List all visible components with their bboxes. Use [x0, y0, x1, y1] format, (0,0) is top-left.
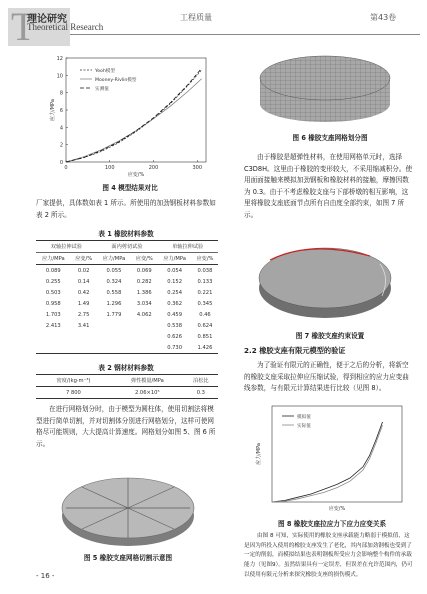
table1-cell: 0.624: [197, 322, 213, 329]
table1-cell: 0.089: [45, 267, 61, 274]
table1-group: 面内剪切试验: [97, 241, 158, 253]
x-axis-label: 应变/%: [127, 172, 145, 178]
table1-header: 应力/MPa: [163, 256, 186, 262]
table1-cell: 0.345: [197, 300, 213, 307]
table2-row: [36, 387, 218, 399]
table1-cell: 1.426: [197, 344, 213, 351]
right-paragraph-2: 为了验证有限元的正确性，便于之后的分析，将新空的橡胶支座采取拉伸应压缩试验，得到相应的应力应变曲线参数，与有限元计算结果进行比较（见图 8）。: [244, 361, 409, 392]
table1-cell: 0.46: [199, 311, 211, 318]
table2-header: 密度/(kg·m⁻³): [56, 378, 91, 384]
legend-label: 模拟值: [297, 415, 311, 420]
fig5-caption: 图 5 橡胶支座网格切割示意图: [83, 554, 173, 562]
y-tick-label: 10: [56, 73, 63, 80]
header-rule: [70, 34, 420, 35]
y-tick-label: 8: [59, 90, 63, 97]
legend-label: Mooney-Rivlin模型: [95, 78, 137, 83]
table1-cell: [71, 331, 97, 342]
table1-cell: 0.133: [197, 278, 213, 285]
table1-cell: 0.459: [167, 311, 183, 318]
header-journal: 工程质量: [180, 13, 212, 22]
table1-cell: [97, 342, 132, 354]
fig8-chart: [250, 400, 410, 518]
table1-cell: 0.069: [136, 267, 152, 274]
fig7-image: [250, 238, 400, 326]
table1-cell: 0.255: [45, 278, 61, 285]
y-axis-label: 应力/MPa: [50, 99, 56, 121]
fig4-caption: 图 4 模型结果对比: [102, 184, 158, 192]
table1-cell: 3.41: [77, 322, 90, 329]
table1-row: [36, 265, 218, 277]
table1-row: [36, 309, 218, 320]
table1-cell: 0.221: [197, 289, 213, 296]
table1-header: 应力/MPa: [102, 256, 126, 262]
table1: [36, 240, 218, 354]
series-line-1: [272, 422, 383, 502]
table2-header: 泊松比: [193, 378, 209, 384]
table1-cell: 0.054: [167, 267, 183, 274]
table1-cell: 1.779: [106, 311, 122, 318]
table1-cell: 0.730: [167, 344, 183, 351]
table1-cell: 0.626: [167, 333, 183, 340]
table1-cell: 0.324: [106, 278, 122, 285]
table1-cell: 0.538: [167, 322, 183, 329]
table1-cell: 0.851: [197, 333, 213, 340]
series-line-2: [66, 79, 202, 162]
fig7-caption: 图 7 橡胶支座约束设置: [295, 332, 365, 340]
table1-cell: [71, 342, 97, 354]
y-tick-label: 0: [59, 160, 63, 166]
legend-label: Yeoh模型: [95, 69, 115, 74]
table1-cell: 3.034: [136, 300, 152, 307]
table2: [36, 374, 218, 399]
table1-header: 应力/MPa: [41, 256, 65, 262]
table2-title: 表 2 钢材材料参数: [98, 364, 154, 372]
table1-row: [36, 342, 218, 354]
table1-row: [36, 276, 218, 287]
table1-cell: 4.062: [136, 311, 152, 318]
table1-cell: 1.386: [136, 289, 152, 296]
table1-cell: 2.75: [77, 311, 90, 318]
table1-title: 表 1 橡胶材料参数: [98, 230, 154, 238]
table1-cell: [131, 342, 157, 354]
table1-cell: 0.02: [77, 267, 90, 274]
table1-row: [36, 298, 218, 309]
fig7-disc-top: [259, 248, 391, 308]
y-axis-label: 应力/MPa: [256, 443, 262, 465]
table2-cell: 0.3: [196, 389, 205, 396]
table1-cell: 0.038: [197, 267, 213, 274]
table1-cell: 1.49: [77, 300, 90, 307]
table1-header: 应变/%: [196, 256, 214, 262]
fig6-caption: 图 6 橡胶支座网格划分图: [292, 134, 368, 142]
section-heading: 2.2 橡胶支座有限元模型的验证: [244, 346, 346, 355]
left-paragraph-2: 在进行网格划分时，由于模型为圆柱体，使用切割法将模型进行简单切割，并对切割体分别进行网格划分，这样可使网格尽可能规则，大大提高计算速度。网格划分如图 5、图 6 所示。: [36, 405, 216, 448]
table1-cell: 0.362: [167, 300, 183, 307]
table1-row: [36, 287, 218, 298]
table1-cell: 0.503: [45, 289, 61, 296]
table1-cell: 0.14: [77, 278, 90, 285]
table1-cell: 0.958: [45, 300, 61, 307]
x-tick-label: 300: [192, 165, 203, 171]
table1-cell: [36, 331, 71, 342]
table1-cell: 0.254: [167, 289, 183, 296]
table1-group: 单轴拉伸试验: [157, 241, 218, 253]
x-tick-label: 0: [64, 165, 68, 171]
header-logo-letter: T: [11, 4, 36, 49]
y-tick-label: 12: [56, 56, 63, 62]
legend-label: 实际值: [297, 424, 311, 429]
table1-row: [36, 331, 218, 342]
table1-row: [36, 320, 218, 331]
table1-cell: [97, 320, 132, 331]
table1-cell: 0.558: [106, 289, 122, 296]
table1-header: 应变/%: [75, 256, 93, 262]
left-paragraph-1: 厂家提供，具体数如表 1 所示。所使用的加劲钢板材料参数如表 2 所示。: [36, 199, 216, 219]
table1-cell: 1.296: [106, 300, 122, 307]
table1-cell: [97, 331, 132, 342]
plot-frame: [66, 58, 206, 162]
table1-cell: 0.055: [106, 267, 122, 274]
table1-cell: 0.282: [136, 278, 152, 285]
table1-group: 双轴拉伸试验: [36, 241, 97, 253]
table2-cell: 7 800: [66, 389, 81, 396]
y-tick-label: 4: [59, 125, 63, 132]
fig4-chart: [40, 52, 215, 182]
fig6-image: [250, 44, 400, 128]
table2-header: 弹性模量/MPa: [130, 378, 164, 384]
table1-cell: 1.703: [45, 311, 61, 318]
y-tick-label: 6: [59, 108, 63, 114]
fig5-image: [58, 470, 198, 550]
y-tick-label: 2: [59, 142, 63, 149]
x-tick-label: 100: [104, 165, 115, 171]
x-tick-label: 200: [148, 165, 159, 171]
table1-cell: 2.413: [45, 322, 61, 329]
table1-header: 应变/%: [135, 256, 153, 262]
header-volume: 第43卷: [370, 13, 397, 22]
fig6-disc-top: [260, 56, 390, 100]
header-section-en: Theoretical Research: [27, 22, 104, 32]
series-line-1: [66, 70, 202, 162]
header-section-cn: 理论研究: [27, 14, 67, 25]
legend-label: 实测值: [95, 87, 109, 92]
table1-cell: 0.42: [77, 289, 90, 296]
page-number: - 16 -: [36, 572, 55, 580]
table1-cell: [131, 320, 157, 331]
series-line-2: [272, 425, 383, 502]
table1-cell: [36, 342, 71, 354]
fig8-caption: 图 8 橡胶支座拉应力下应力应变关系: [277, 520, 387, 528]
table2-cell: 2.06×10⁵: [134, 389, 160, 396]
table1-cell: 0.152: [167, 278, 183, 285]
x-axis-label: 应变/%: [328, 506, 346, 512]
table1-cell: [131, 331, 157, 342]
right-paragraph-1: 由于橡胶是超弹性材料，在使用网格单元时，选择C3D8H。这里由于橡胶的变形较大，不采用缩减积分。使用面面接触来模拟加劲钢板和橡胶材料的接触，摩擦因数为 0.3。由于不考虑橡胶支座与下部桥墩的相互影响，这里将橡胶支座底面节点所有自由度全部约束，如图 7 所示。: [244, 153, 413, 219]
right-paragraph-3: 由图 8 可知，实际使用的橡胶支座承载能力略弱于模拟值，这是因为所投入使用的橡胶支座发生了老化，其内部加劲钢板也受到了一定的削弱，而模拟结果也表明钢板所受应力会影响整个构件的承载能力（见图9）。虽然结果具有一定误差，但误差在允许范围内，仍可以使用有限元分析来探究橡胶支座的损伤模式。: [244, 533, 413, 578]
